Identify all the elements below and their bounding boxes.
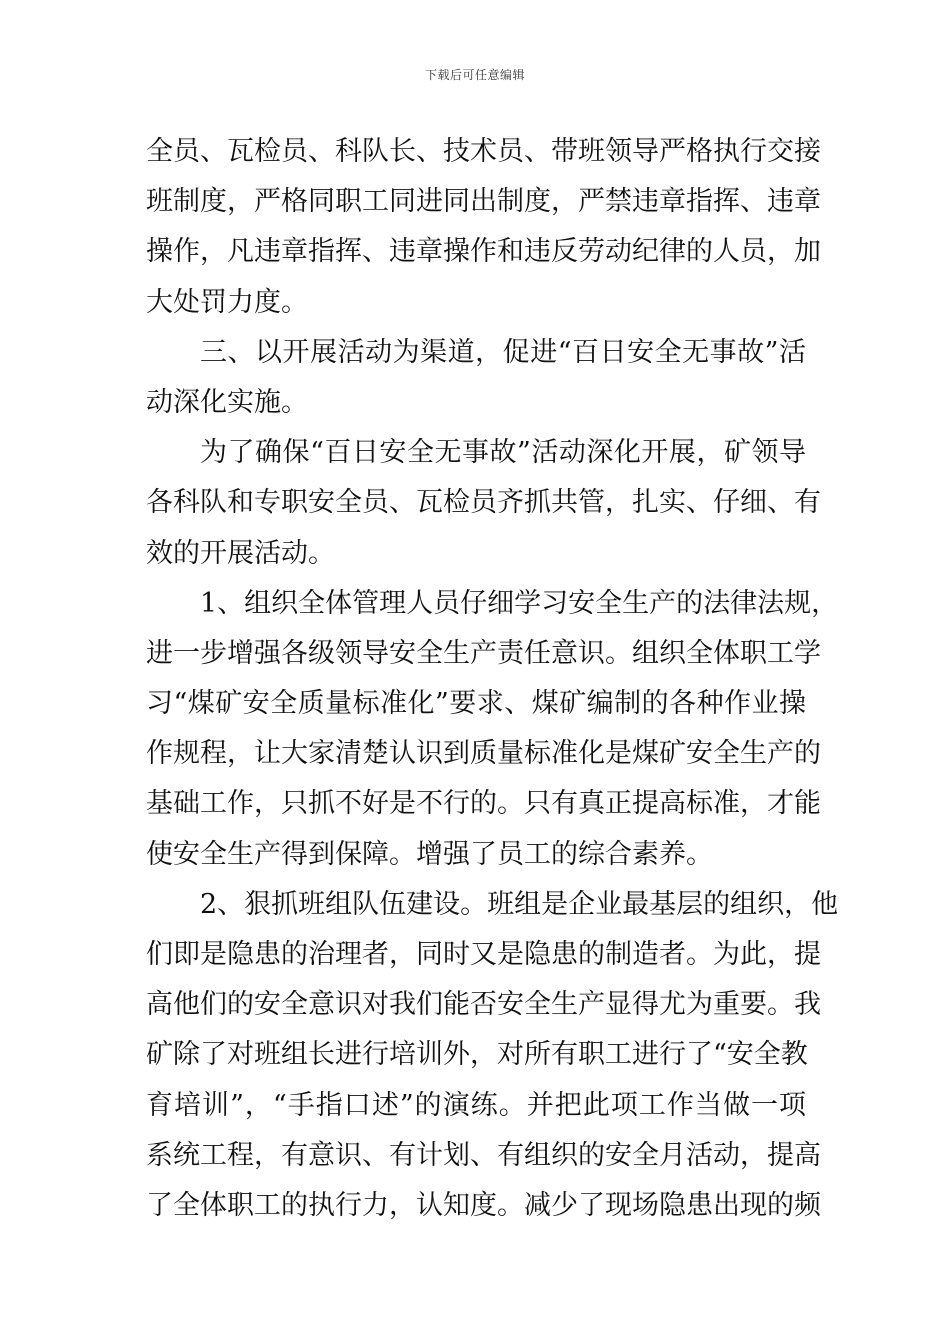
text-line: 矿除了对班组长进行培训外，对所有职工进行了“安全教 [146, 1039, 808, 1071]
text-line: 大处罚力度。 [146, 286, 308, 318]
text-line: 三、以开展活动为渠道，促进“百日安全无事故”活 [200, 336, 806, 368]
text-line: 习“煤矿安全质量标准化”要求、煤矿编制的各种作业操 [146, 688, 806, 720]
document-body [146, 127, 839, 1231]
text-line: 使安全生产得到保障。增强了员工的综合素养。 [146, 838, 713, 870]
text-line: 动深化实施。 [146, 386, 308, 418]
text-line: 进一步增强各级领导安全生产责任意识。组织全体职工学 [146, 637, 821, 669]
text-line: 育培训”，“手指口述”的演练。并把此项工作当做一项 [146, 1089, 806, 1121]
text-line: 作规程，让大家清楚认识到质量标准化是煤矿安全生产的 [146, 738, 821, 770]
text-line: 全员、瓦检员、科队长、技术员、带班领导严格执行交接 [146, 136, 821, 167]
text-line: 效的开展活动。 [146, 537, 335, 569]
text-line: 系统工程，有意识、有计划、有组织的安全月活动，提高 [146, 1139, 821, 1171]
page-header: 下载后可任意编辑 [424, 68, 525, 82]
text-line: 高他们的安全意识对我们能否安全生产显得尤为重要。我 [146, 989, 821, 1021]
text-line: 2、狠抓班组队伍建设。班组是企业最基层的组织，他 [200, 888, 839, 920]
text-line: 基础工作，只抓不好是不行的。只有真正提高标准，才能 [146, 788, 821, 820]
text-line: 操作，凡违章指挥、违章操作和违反劳动纪律的人员，加 [146, 236, 821, 268]
text-line: 1、组织全体管理人员仔细学习安全生产的法律法规， [200, 587, 839, 619]
text-line: 班制度，严格同职工同进同出制度，严禁违章指挥、违章 [146, 186, 821, 218]
text-line: 各科队和专职安全员、瓦检员齐抓共管，扎实、仔细、有 [146, 487, 821, 519]
text-line: 为了确保“百日安全无事故”活动深化开展，矿领导 [200, 437, 806, 469]
text-line: 们即是隐患的治理者，同时又是隐患的制造者。为此，提 [146, 939, 821, 970]
text-line: 了全体职工的执行力，认知度。减少了现场隐患出现的频 [146, 1189, 821, 1221]
